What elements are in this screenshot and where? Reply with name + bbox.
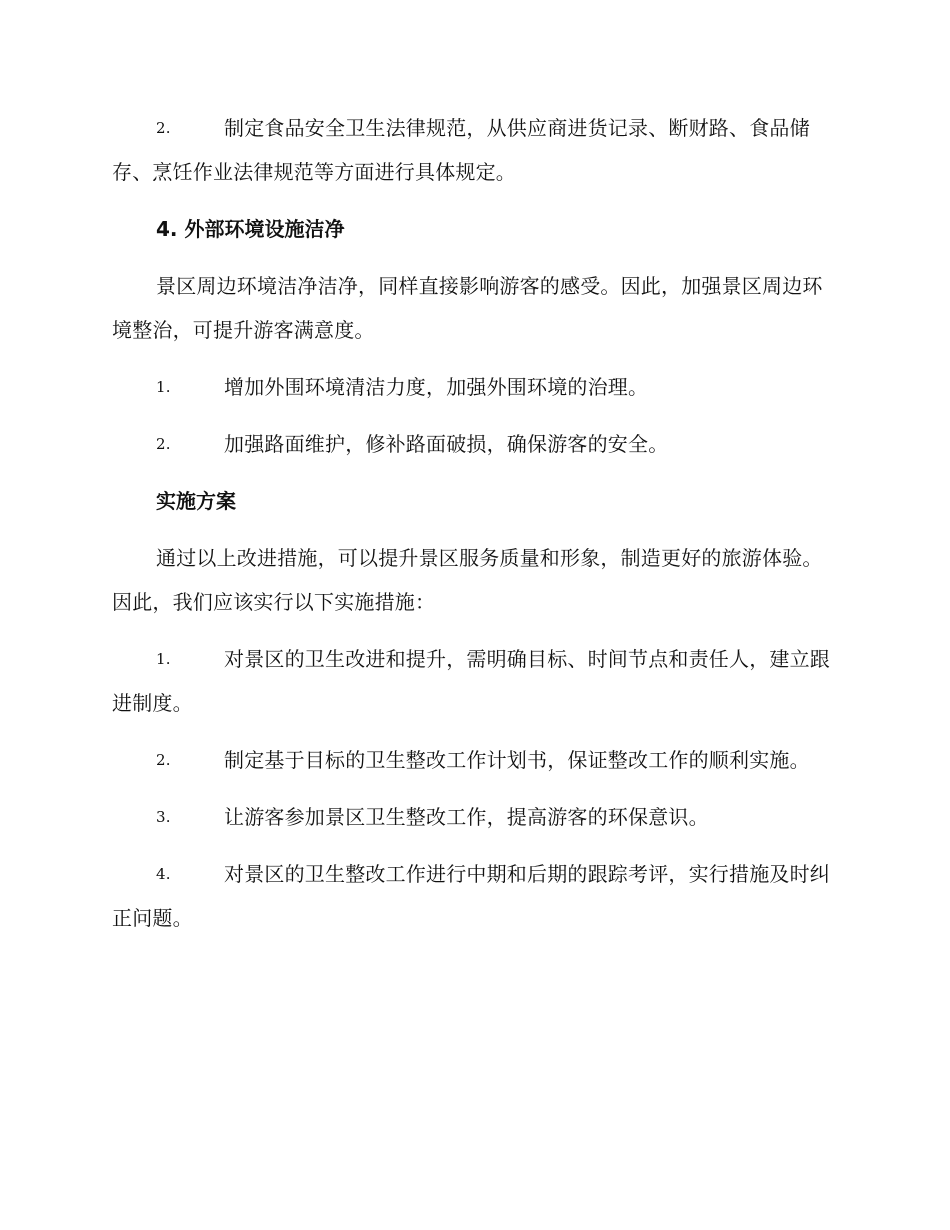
list-text: 增加外围环境清洁力度，加强外围环境的治理。 [224, 375, 649, 399]
list-item [112, 852, 836, 940]
list-item [112, 637, 836, 725]
list-text: 对景区的卫生改进和提升，需明确目标、时间节点和责任人，建立跟进制度。 [112, 647, 830, 715]
list-number: 2. [156, 119, 171, 137]
list-item [112, 106, 836, 194]
list-number: 2. [156, 435, 171, 453]
section-heading: 实施方案 [156, 489, 236, 513]
list-text: 让游客参加景区卫生整改工作，提高游客的环保意识。 [224, 805, 709, 829]
list-item [112, 422, 836, 466]
list-item [112, 738, 836, 782]
list-number: 4. [156, 865, 171, 883]
paragraph: 景区周边环境洁净洁净，同样直接影响游客的感受。因此，加强景区周边环境整治，可提升游客满意度。 [112, 274, 823, 342]
list-item [112, 795, 836, 839]
list-text: 制定基于目标的卫生整改工作计划书，保证整改工作的顺利实施。 [224, 748, 810, 772]
list-number: 3. [156, 808, 171, 826]
document-page [112, 106, 836, 953]
list-number: 1. [156, 650, 171, 668]
list-text: 对景区的卫生整改工作进行中期和后期的跟踪考评，实行措施及时纠正问题。 [112, 862, 830, 930]
paragraph: 通过以上改进措施，可以提升景区服务质量和形象，制造更好的旅游体验。因此，我们应该实行以下实施措施： [112, 546, 823, 614]
list-number: 1. [156, 378, 171, 396]
list-text: 制定食品安全卫生法律规范，从供应商进货记录、断财路、食品储存、烹饪作业法律规范等方面进行具体规定。 [112, 116, 810, 184]
list-text: 加强路面维护，修补路面破损，确保游客的安全。 [224, 432, 669, 456]
list-number: 2. [156, 751, 171, 769]
section-heading: 4. 外部环境设施洁净 [156, 217, 345, 241]
list-item [112, 365, 836, 409]
